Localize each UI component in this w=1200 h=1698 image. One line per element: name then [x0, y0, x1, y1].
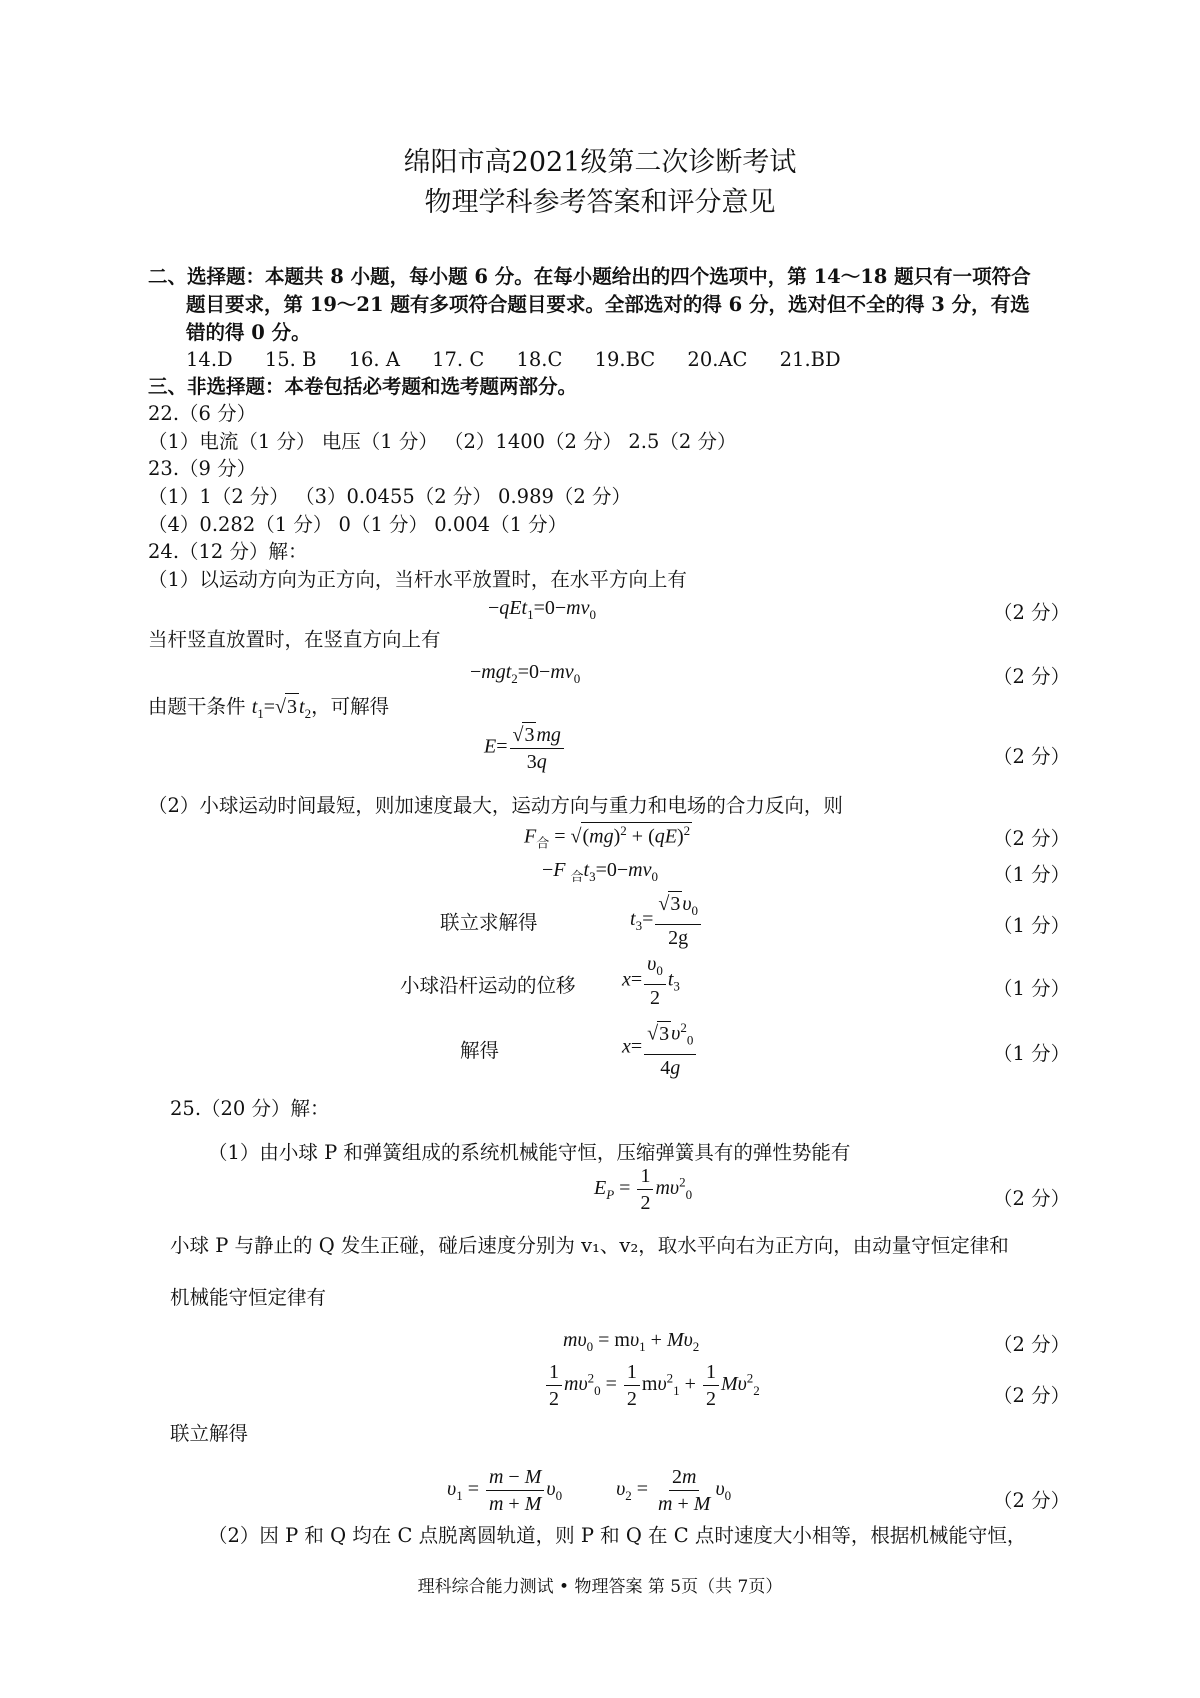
q24-score-6: （1 分） — [993, 914, 1071, 937]
section2-line2: 题目要求，第 19～21 题有多项符合题目要求。全部选对的得 6 分，选对但不全的得 3 分，有选 — [186, 293, 1030, 316]
q23-answers-line2: （4）0.282（1 分） 0（1 分） 0.004（1 分） — [148, 513, 568, 536]
q24-part1-text: （1）以运动方向为正方向，当杆水平放置时，在水平方向上有 — [148, 568, 687, 591]
q25-eq-momentum: $m\upsilon_0 = m\upsilon_1 + M\upsilon_2$ — [563, 1329, 700, 1354]
q25-eq-velocities: $\upsilon_1$ = $\frac{m - M}{m + M}$ $\upsilon_0$ $\upsilon_2$ = $\frac{2m}{m + M}$ $\upsilon_0$ — [447, 1466, 732, 1515]
answer-20: 20.AC — [687, 348, 748, 371]
q25-part1-text: （1）由小球 P 和弹簧组成的系统机械能守恒，压缩弹簧具有的弹性势能有 — [208, 1141, 851, 1164]
section2-line3: 错的得 0 分。 — [186, 321, 311, 344]
q24-eq-result: x= $\frac{√3 \upsilon^2_0}{4g}$ — [622, 1016, 698, 1080]
q24-eq-displacement: x= $\frac{\upsilon_0}{2}$ $t_3$ — [622, 953, 680, 1009]
q24-score-8: （1 分） — [993, 1042, 1071, 1065]
q23-answers-line1: （1）1（2 分） （3）0.0455（2 分） 0.989（2 分） — [148, 485, 631, 508]
q25-eq-energy: $\frac{1}{2}$ $m\upsilon^2_0$ = $\frac{1}{2}$ $m\upsilon^2_1$ + $\frac{1}{2}$ $M\upsilon^2_2$ — [544, 1360, 760, 1411]
q24-condition-text-b: ，可解得 — [311, 695, 390, 718]
doc-subtitle: 物理学科参考答案和评分意见 — [424, 187, 776, 218]
q24-eq-impulse: −F $_合t_3=0-mv_0$ — [542, 859, 658, 884]
page-footer: 理科综合能力测试 • 物理答案 第 5页（共 7页） — [417, 1577, 783, 1597]
doc-title: 绵阳市高2021级第二次诊断考试 — [403, 147, 797, 178]
q24-displacement-label: 小球沿杆运动的位移 — [400, 974, 576, 997]
q24-score-2: （2 分） — [993, 665, 1071, 688]
q24-eq-field: E= $\frac{√3 mg}{3q}$ — [484, 722, 566, 774]
q25-heading: 25.（20 分）解： — [170, 1097, 330, 1120]
section2-line1: 二、选择题：本题共 8 小题，每小题 6 分。在每小题给出的四个选项中，第 14～18 题只有一项符合 — [148, 265, 1031, 288]
choice-answers — [186, 347, 867, 373]
q25-score-4: （2 分） — [993, 1489, 1071, 1512]
q25-score-3: （2 分） — [993, 1384, 1071, 1407]
q24-vertical-text: 当杆竖直放置时，在竖直方向上有 — [148, 628, 441, 651]
q24-eq-resultant-force: $F_合 = √(mg)^2 + (qE)^2$ — [524, 823, 691, 851]
q23-heading: 23.（9 分） — [148, 457, 257, 480]
q25-score-2: （2 分） — [993, 1333, 1071, 1356]
q24-part2-text: （2）小球运动时间最短，则加速度最大，运动方向与重力和电场的合力反向，则 — [148, 794, 843, 817]
q24-heading: 24.（12 分）解： — [148, 540, 308, 563]
q24-condition: 由题干条件 $t_1=√3$ $t_2$，可解得 — [148, 695, 390, 721]
answer-14: 14.D — [186, 348, 233, 371]
q25-eq-elastic-energy: $E_P$ = $\frac{1}{2}$ $m\upsilon^2_0$ — [594, 1165, 693, 1214]
answer-16: 16. A — [348, 348, 400, 371]
q24-solve-label: 联立求解得 — [440, 911, 538, 934]
answer-15: 15. B — [264, 348, 317, 371]
answer-19: 19.BC — [594, 348, 656, 371]
q24-score-5: （1 分） — [993, 863, 1071, 886]
q24-eq-vertical: $-mgt_2=0-mv_0$ — [470, 661, 581, 686]
q25-part2-text: （2）因 P 和 Q 均在 C 点脱离圆轨道，则 P 和 Q 在 C 点时速度大小相等，根据机械能守恒， — [208, 1524, 1027, 1547]
q22-heading: 22.（6 分） — [148, 402, 257, 425]
answer-18: 18.C — [516, 348, 563, 371]
section3-heading: 三、非选择题：本卷包括必考题和选考题两部分。 — [148, 375, 578, 398]
q24-score-3: （2 分） — [993, 745, 1071, 768]
q24-score-7: （1 分） — [993, 977, 1071, 1000]
q24-score-1: （2 分） — [993, 601, 1071, 624]
q24-eq-horizontal: $-qEt_1=0-mv_0$ — [488, 597, 596, 622]
answer-17: 17. C — [432, 348, 485, 371]
answer-21: 21.BD — [779, 348, 841, 371]
q25-solve-text: 联立解得 — [170, 1422, 249, 1445]
q25-conservation-text: 机械能守恒定律有 — [170, 1286, 327, 1309]
q24-eq-time: $t_3=$ $\frac{√3 \upsilon_0}{2g}$ — [630, 891, 703, 950]
q22-answers: （1）电流（1 分） 电压（1 分） （2）1400（2 分） 2.5（2 分） — [148, 430, 737, 453]
q25-score-1: （2 分） — [993, 1187, 1071, 1210]
q24-condition-text-a: 由题干条件 — [148, 695, 252, 718]
q24-score-4: （2 分） — [993, 827, 1071, 850]
q24-result-label: 解得 — [460, 1039, 500, 1062]
q25-collision-text: 小球 P 与静止的 Q 发生正碰，碰后速度分别为 v₁、v₂，取水平向右为正方向，由动量守恒定律和 — [170, 1234, 1009, 1257]
